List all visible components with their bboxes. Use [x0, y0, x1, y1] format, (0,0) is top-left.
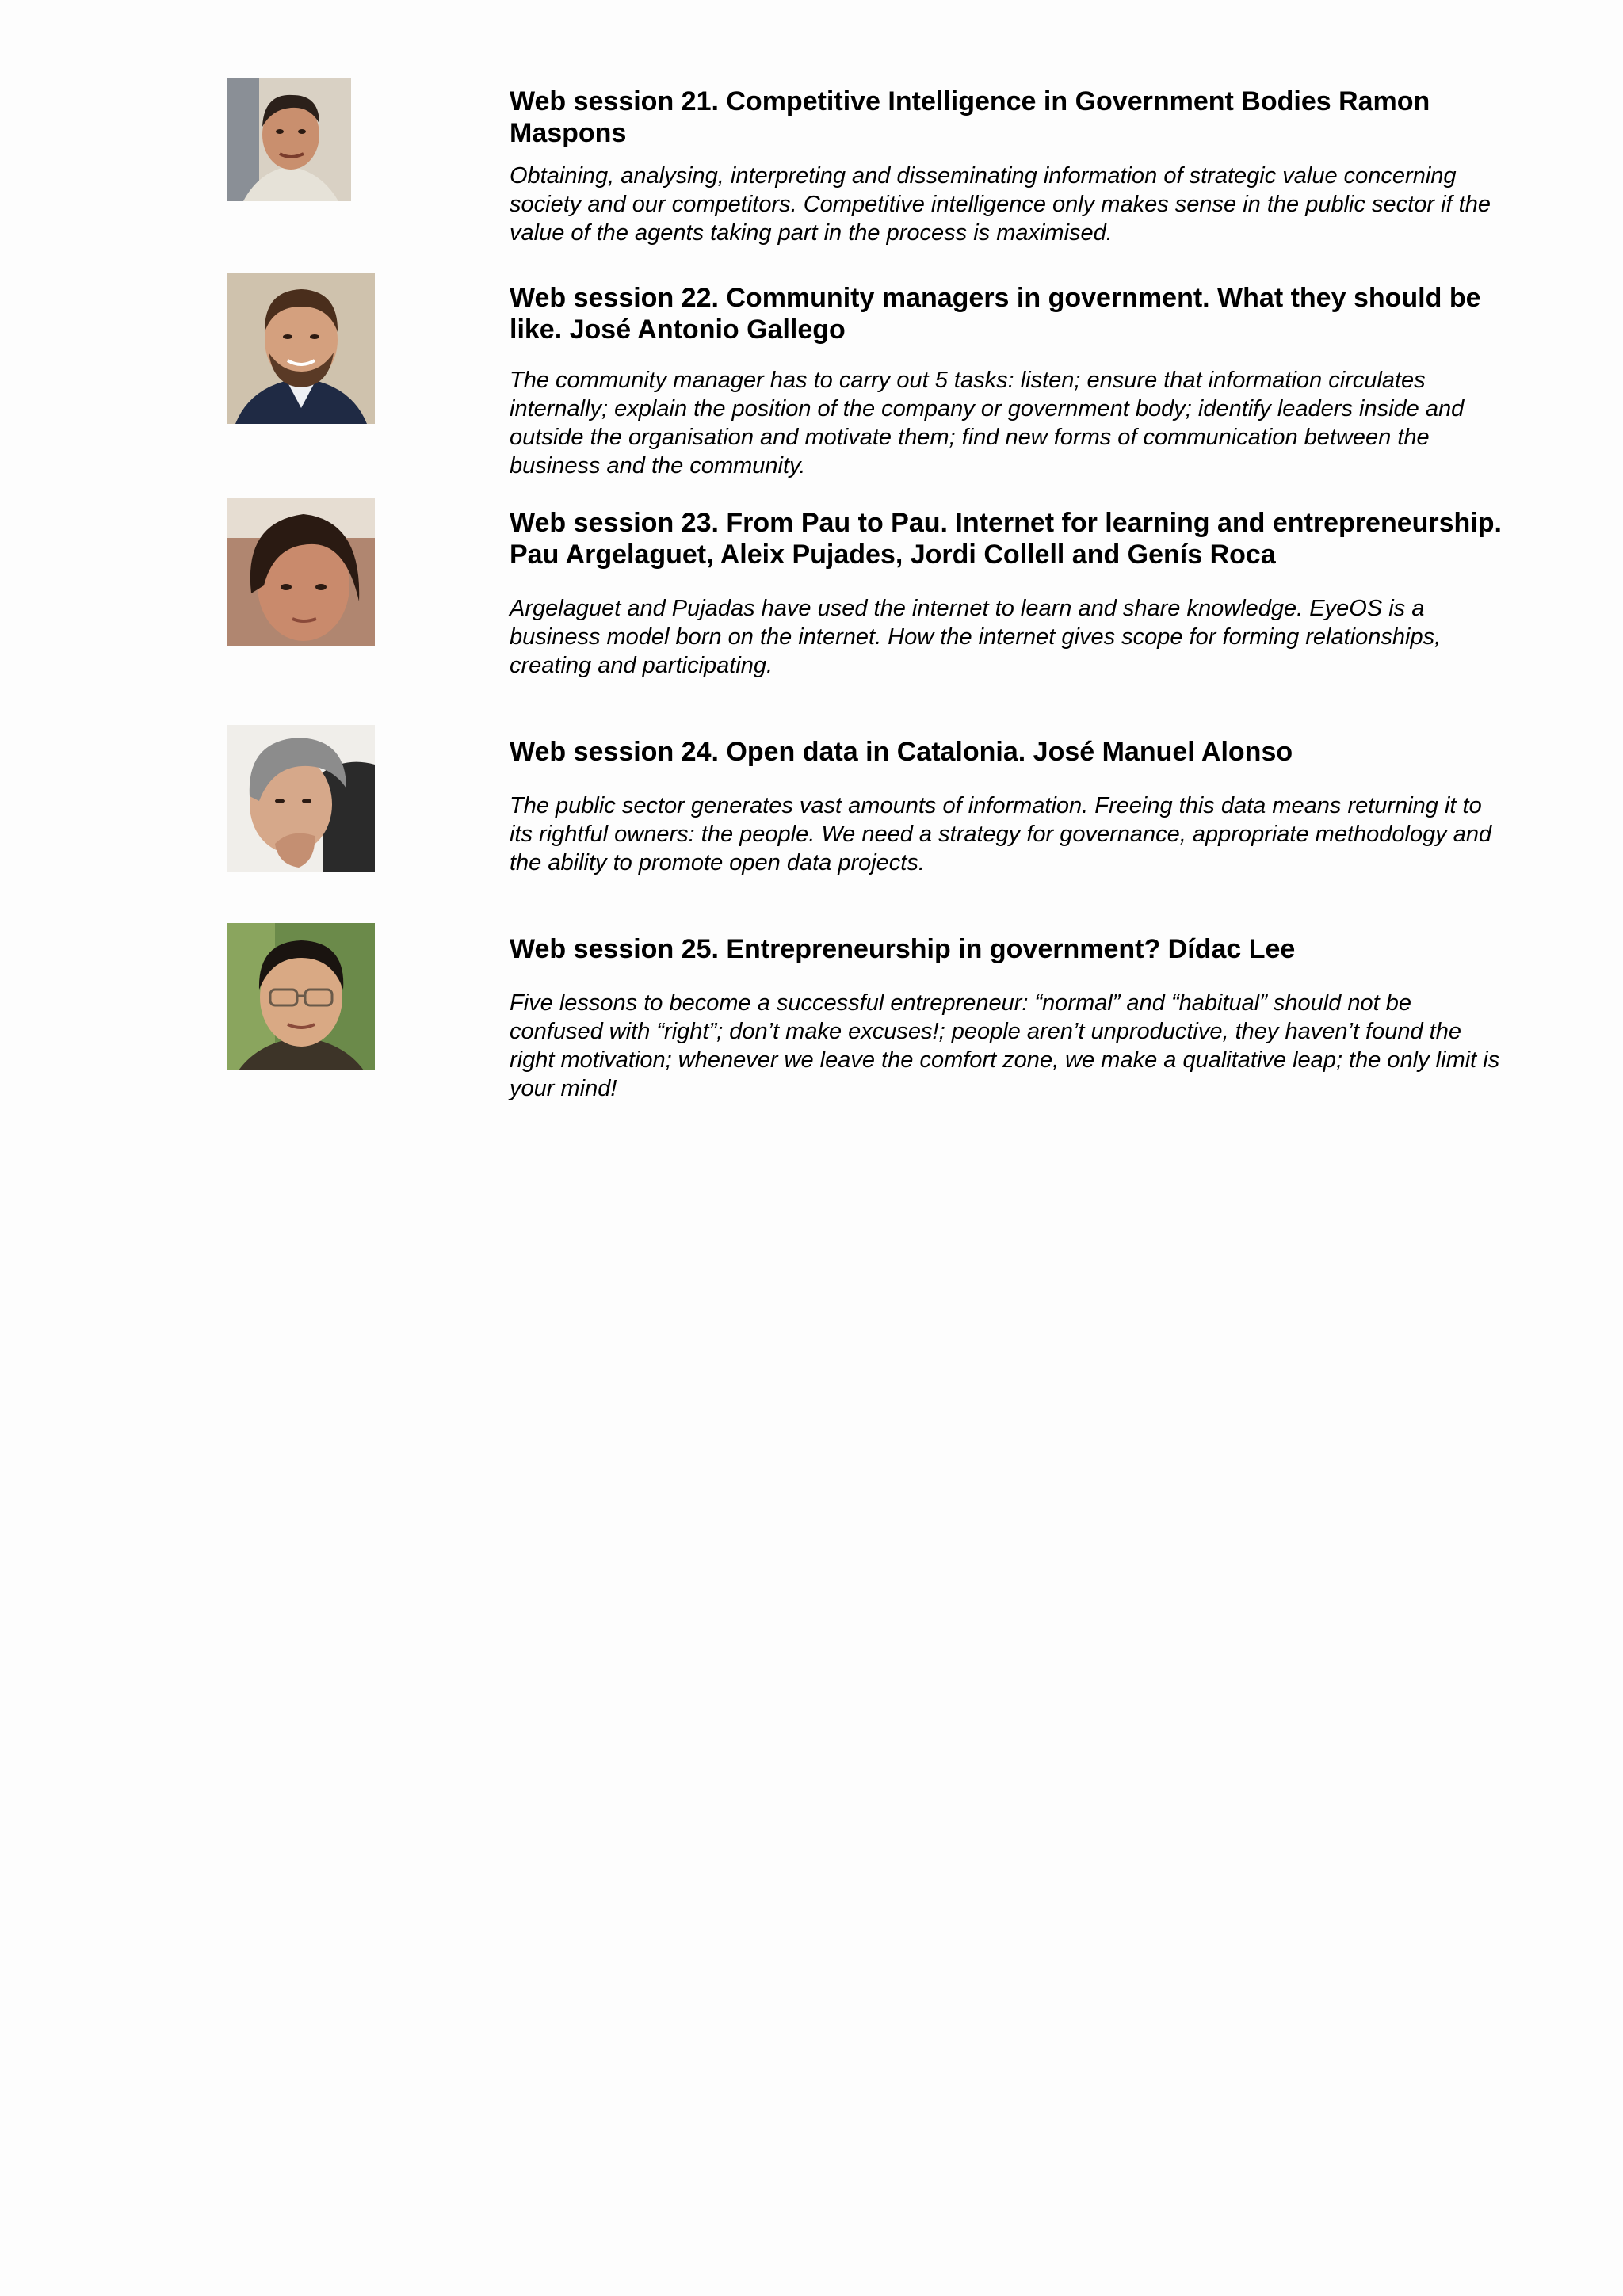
speaker-photo-jose-manuel-alonso	[227, 725, 375, 872]
session-title: Web session 24. Open data in Catalonia. José Manuel Alonso	[510, 737, 1293, 767]
session-title: Web session 25. Entrepreneurship in government? Dídac Lee	[510, 934, 1296, 964]
session-description: Five lessons to become a successful entrepreneur: “normal” and “habitual” should not be confused with “right”; don’t make excuses!; people aren’t unproductive, they haven’t found the right motivation; whenever we leave the comfort zone, we make a qualitative leap; the only limit is your mind!	[510, 990, 1500, 1101]
session-title: Web session 22. Community managers in government. What they should be like. José Antonio Gallego	[510, 283, 1481, 345]
session-title: Web session 21. Competitive Intelligence in Government Bodies Ramon Maspons	[510, 86, 1430, 148]
session-description: Argelaguet and Pujadas have used the internet to learn and share knowledge. EyeOS is a business model born on the internet. How the internet gives scope for forming relationships, creating and participating.	[510, 596, 1442, 678]
speaker-photo-didac-lee	[227, 923, 375, 1070]
speaker-photo-jose-antonio-gallego	[227, 273, 375, 424]
speaker-photo-ramon-maspons	[227, 78, 351, 201]
session-description: The public sector generates vast amounts of information. Freeing this data means returning it to its rightful owners: the people. We need a strategy for governance, appropriate methodology and the ability to promote open data projects.	[510, 793, 1492, 875]
session-description: Obtaining, analysing, interpreting and disseminating information of strategic value concerning society and our competitors. Competitive intelligence only makes sense in the public sector if the value of the agents taking part in the process is maximised.	[510, 163, 1491, 246]
session-description: The community manager has to carry out 5 tasks: listen; ensure that information circulates internally; explain the position of the company or government body; identify leaders inside and outside the organisation and motivate them; find new forms of communication between the business and the community.	[510, 368, 1465, 479]
speaker-photo-pau-argelaguet	[227, 498, 375, 646]
session-title: Web session 23. From Pau to Pau. Internet for learning and entrepreneurship. Pau Argelaguet, Aleix Pujades, Jordi Collell and Genís Roca	[510, 508, 1502, 570]
